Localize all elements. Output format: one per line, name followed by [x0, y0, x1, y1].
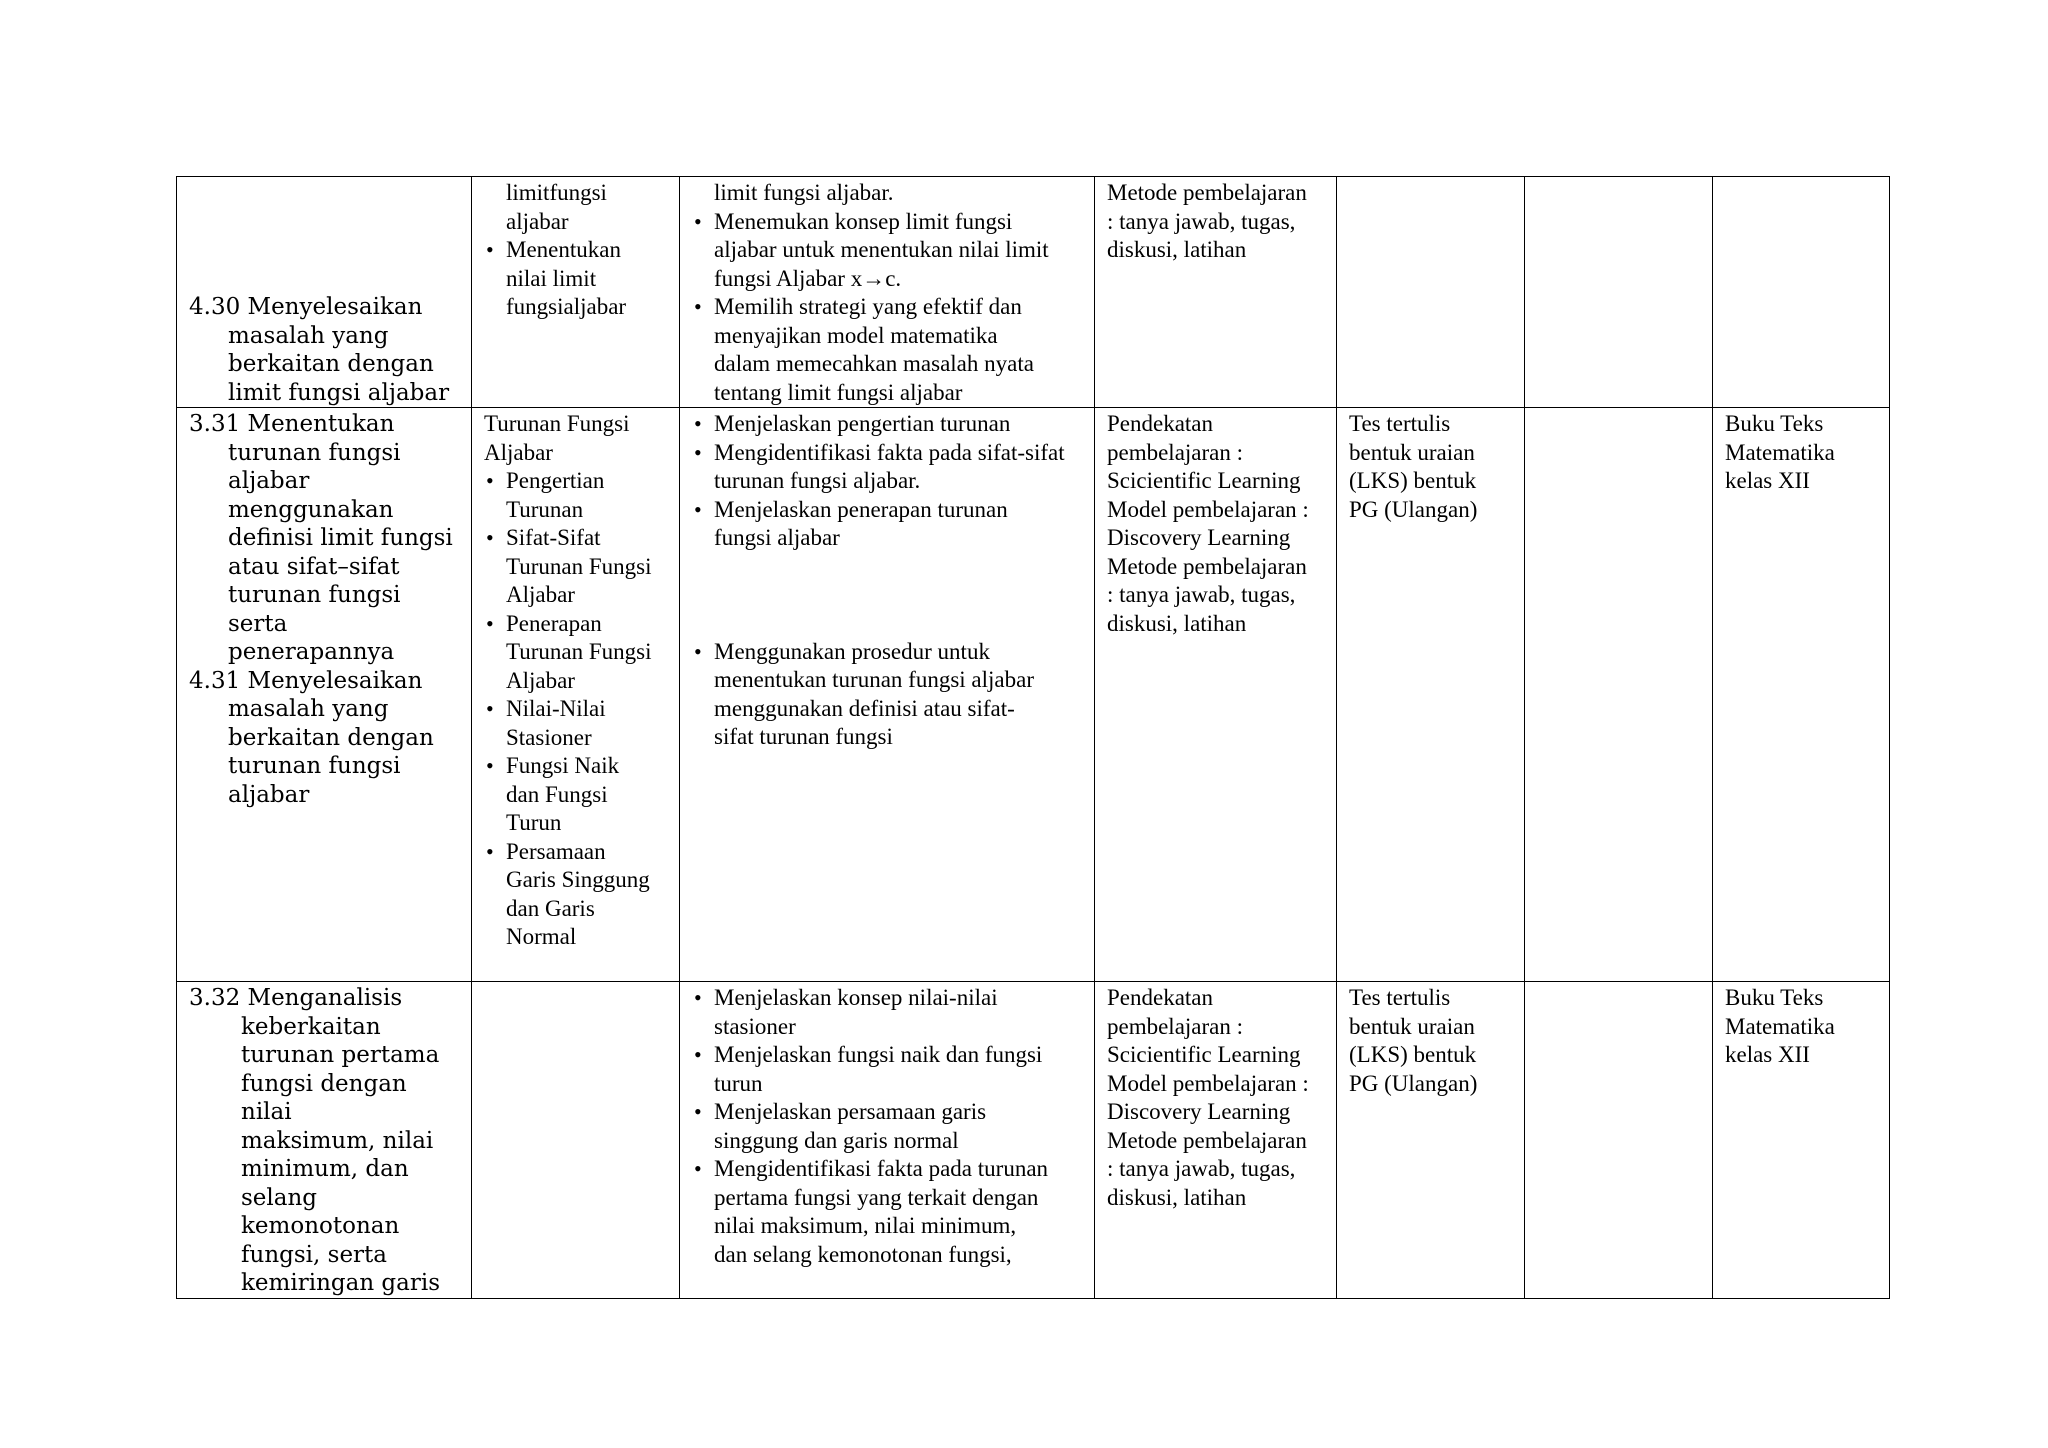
- kd-line: maksimum, nilai: [241, 1127, 434, 1154]
- materi-bullet: • Nilai-Nilai Stasioner: [484, 695, 669, 752]
- kd-line: keberkaitan: [241, 1013, 381, 1040]
- kd-line: atau sifat–sifat: [228, 553, 400, 580]
- kd-line: turunan fungsi serta: [228, 582, 401, 637]
- kd-line: masalah yang: [228, 322, 389, 349]
- alokasi-cell: [1525, 982, 1713, 1299]
- kd-line: penerapannya: [228, 639, 395, 665]
- alokasi-cell: [1525, 408, 1713, 982]
- kegiatan-bullet: • Menjelaskan pengertian turunan: [692, 410, 1084, 439]
- materi-title: Aljabar: [484, 439, 553, 465]
- kd-line: menggunakan: [228, 496, 394, 523]
- kd-item-title: 4.30 Menyelesaikan: [189, 294, 423, 320]
- table-row: [177, 982, 1890, 1299]
- kd-line: aljabar: [228, 781, 310, 808]
- materi-title: Turunan Fungsi: [484, 411, 630, 436]
- kd-line: turunan fungsi: [228, 753, 401, 779]
- materi-continuation-line: limitfungsi: [506, 180, 607, 205]
- materi-cell: [472, 982, 680, 1299]
- sumber-cell: Buku Teks Matematika kelas XII: [1713, 408, 1890, 982]
- kd-item-title: 3.31 Menentukan: [189, 411, 395, 437]
- kd-line: kemiringan garis: [241, 1270, 441, 1296]
- syllabus-table: [176, 176, 1890, 1299]
- table-row: [177, 408, 1890, 982]
- materi-bullet: • Menentukan nilai limit fungsialjabar: [484, 236, 669, 322]
- kegiatan-bullet: • Menjelaskan fungsi naik dan fungsi turun: [692, 1041, 1084, 1098]
- metode-cell: Metode pembelajaran : tanya jawab, tugas, diskusi, latihan: [1095, 177, 1337, 408]
- kd-line: berkaitan dengan: [228, 724, 434, 751]
- kd-line: selang: [241, 1184, 318, 1211]
- materi-bullet: • Fungsi Naik dan Fungsi Turun: [484, 752, 669, 838]
- kegiatan-bullet: • Mengidentifikasi fakta pada turunan pertama fungsi yang terkait dengan nilai maksimum, nilai minimum, dan selang kemonotonan fungsi,: [692, 1155, 1084, 1269]
- kd-line: definisi limit fungsi: [228, 525, 453, 551]
- materi-bullet: • Pengertian Turunan: [484, 467, 669, 524]
- materi-bullet: • Sifat-Sifat Turunan Fungsi Aljabar: [484, 524, 669, 610]
- alokasi-cell: [1525, 177, 1713, 408]
- kd-cell: [177, 982, 472, 1299]
- kegiatan-bullet: • Menjelaskan persamaan garis singgung dan garis normal: [692, 1098, 1084, 1155]
- kd-line: minimum, dan: [241, 1156, 409, 1182]
- materi-bullet: • Penerapan Turunan Fungsi Aljabar: [484, 610, 669, 696]
- sumber-cell: [1713, 177, 1890, 408]
- penilaian-cell: Tes tertulis bentuk uraian (LKS) bentuk PG (Ulangan): [1337, 408, 1525, 982]
- kd-item-title: 4.31 Menyelesaikan: [189, 667, 423, 694]
- metode-cell: Pendekatan pembelajaran : Scicientific Learning Model pembelajaran : Discovery Learning Metode pembelajaran : tanya jawab, tugas, diskusi, latihan: [1095, 408, 1337, 982]
- metode-cell: Pendekatan pembelajaran : Scicientific Learning Model pembelajaran : Discovery Learning Metode pembelajaran : tanya jawab, tugas, diskusi, latihan: [1095, 982, 1337, 1299]
- kegiatan-cell: [680, 408, 1095, 982]
- kd-line: berkaitan dengan: [228, 351, 434, 377]
- kd-item-title: 3.32 Menganalisis: [189, 985, 403, 1011]
- kegiatan-bullet: • Menjelaskan penerapan turunan fungsi aljabar: [692, 496, 1084, 553]
- kegiatan-cell: [680, 177, 1095, 408]
- penilaian-cell: Tes tertulis bentuk uraian (LKS) bentuk PG (Ulangan): [1337, 982, 1525, 1299]
- kegiatan-continuation-line: limit fungsi aljabar.: [714, 180, 894, 205]
- kd-line: masalah yang: [228, 696, 389, 722]
- kegiatan-bullet: • Menggunakan prosedur untuk menentukan turunan fungsi aljabar menggunakan definisi atau sifat- sifat turunan fungsi: [692, 638, 1084, 752]
- kd-cell: [177, 177, 472, 408]
- kd-cell: [177, 408, 472, 982]
- kegiatan-cell: [680, 982, 1095, 1299]
- penilaian-cell: [1337, 177, 1525, 408]
- sumber-cell: Buku Teks Matematika kelas XII: [1713, 982, 1890, 1299]
- materi-continuation-line: aljabar: [506, 208, 569, 234]
- kd-line: fungsi dengan nilai: [241, 1070, 407, 1125]
- kd-line: turunan pertama: [241, 1042, 440, 1068]
- materi-cell: [472, 177, 680, 408]
- kd-line: kemonotonan: [241, 1213, 400, 1239]
- kegiatan-bullet: • Mengidentifikasi fakta pada sifat-sifat turunan fungsi aljabar.: [692, 439, 1084, 496]
- kegiatan-bullet: • Memilih strategi yang efektif dan menyajikan model matematika dalam memecahkan masalah nyata tentang limit fungsi aljabar: [692, 293, 1084, 407]
- kegiatan-bullet: • Menjelaskan konsep nilai-nilai stasioner: [692, 984, 1084, 1041]
- materi-cell: [472, 408, 680, 982]
- kegiatan-bullet: • Menemukan konsep limit fungsi aljabar untuk menentukan nilai limit fungsi Aljabar x→c.: [692, 208, 1084, 294]
- kd-line: limit fungsi aljabar: [228, 379, 450, 406]
- materi-bullet: • Persamaan Garis Singgung dan Garis Normal: [484, 838, 669, 952]
- table-row: [177, 177, 1890, 408]
- kd-line: aljabar: [228, 468, 310, 494]
- kd-line: fungsi, serta: [241, 1241, 388, 1268]
- kd-line: turunan fungsi: [228, 439, 401, 466]
